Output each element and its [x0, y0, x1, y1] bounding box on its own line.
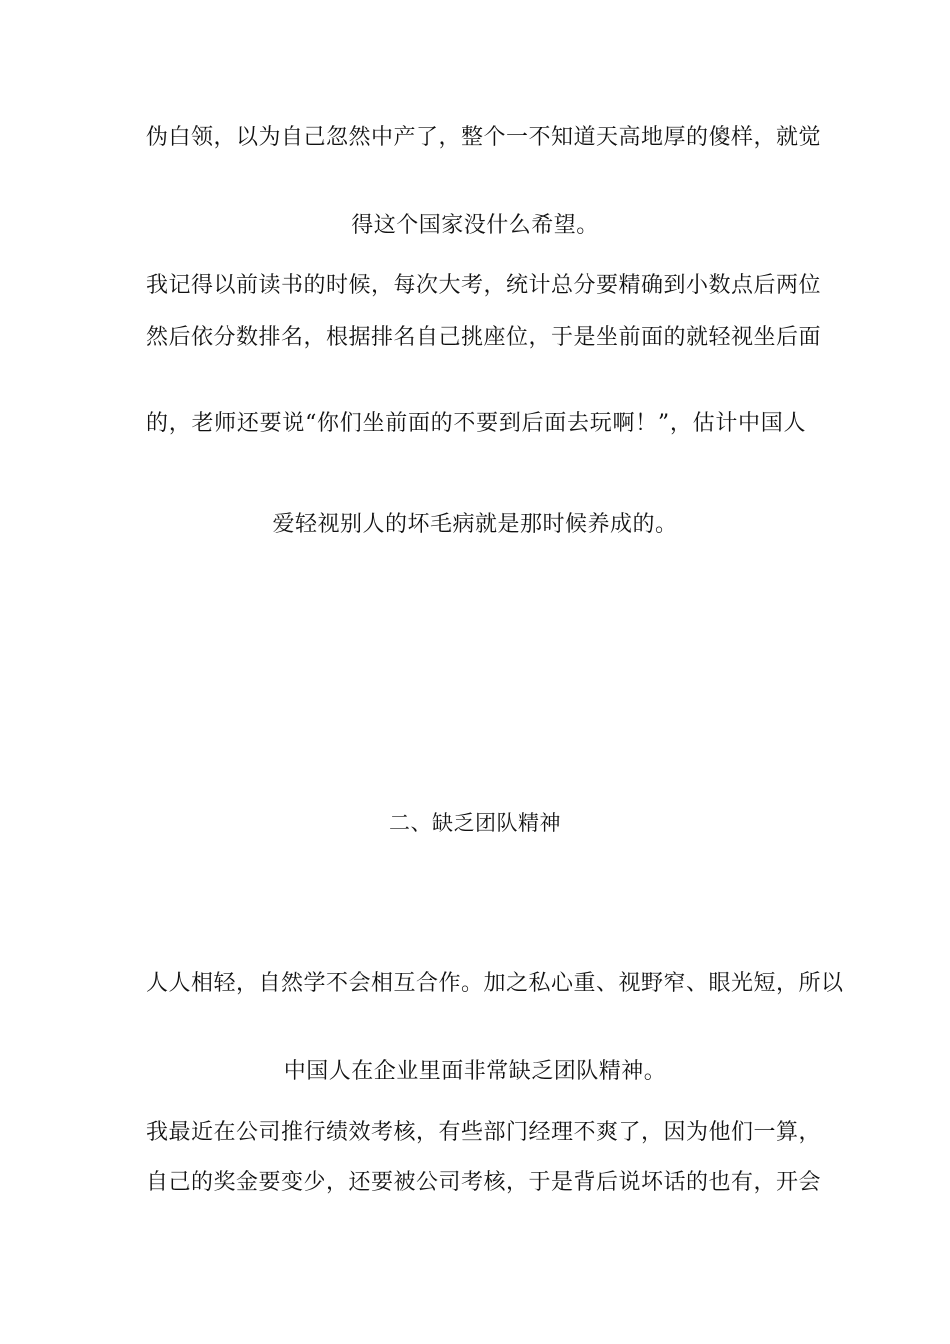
paragraph-line: 自己的奖金要变少，还要被公司考核，于是背后说坏话的也有，开会 — [146, 1170, 822, 1195]
paragraph-line: 爱轻视别人的坏毛病就是那时候养成的。 — [272, 512, 678, 537]
paragraph-line: 然后依分数排名，根据排名自己挑座位，于是坐前面的就轻视坐后面 — [146, 325, 822, 350]
paragraph-line: 得这个国家没什么希望。 — [351, 213, 599, 238]
paragraph-line: 我记得以前读书的时候，每次大考，统计总分要精确到小数点后两位 — [146, 273, 822, 298]
section-heading: 二、缺乏团队精神 — [389, 811, 561, 835]
paragraph-line: 人人相轻，自然学不会相互合作。加之私心重、视野窄、眼光短，所以 — [146, 971, 844, 996]
paragraph-line: 中国人在企业里面非常缺乏团队精神。 — [283, 1059, 667, 1084]
paragraph-line: 我最近在公司推行绩效考核，有些部门经理不爽了，因为他们一算， — [146, 1120, 822, 1145]
paragraph-line: 的，老师还要说“你们坐前面的不要到后面去玩啊！”，估计中国人 — [146, 411, 806, 436]
paragraph-line: 伪白领，以为自己忽然中产了，整个一不知道天高地厚的傻样，就觉 — [146, 125, 822, 150]
